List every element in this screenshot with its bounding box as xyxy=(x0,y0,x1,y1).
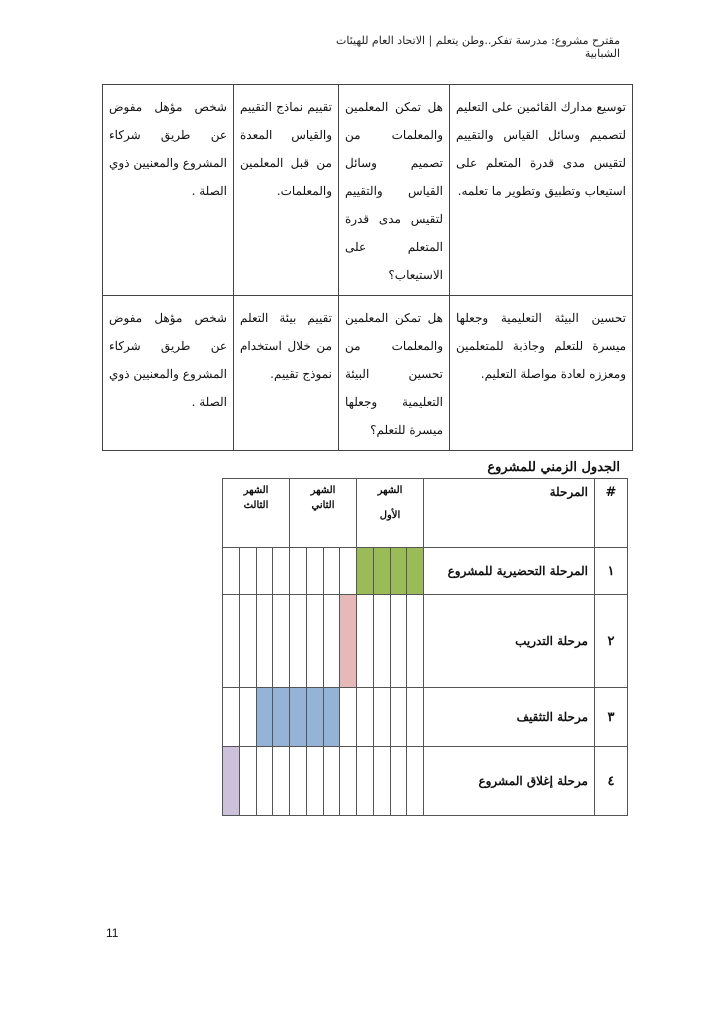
week-cell xyxy=(390,595,407,688)
week-cell xyxy=(357,688,374,747)
month-label: الشهر xyxy=(377,485,403,496)
week-cell xyxy=(357,595,374,688)
evaluation-table xyxy=(102,84,633,451)
month-label: الثاني xyxy=(311,500,335,511)
month-label: الشهر xyxy=(310,485,336,496)
tool-cell: تقييم بيئة التعلم من خلال استخدام نموذج تقييم. xyxy=(234,296,339,451)
week-cell xyxy=(256,548,273,595)
week-cell xyxy=(323,595,340,688)
row-number: ١ xyxy=(595,548,628,595)
week-cell xyxy=(223,688,240,747)
week-cell xyxy=(357,747,374,816)
who-cell: شخص مؤهل مفوض عن طريق شركاء المشروع والمعنيين ذوي الصلة . xyxy=(103,296,234,451)
page-number: 11 xyxy=(106,926,119,940)
phase-name: مرحلة التثقيف xyxy=(424,688,595,747)
week-cell xyxy=(273,548,290,595)
phase-header: المرحلة xyxy=(424,479,595,548)
month-3-header xyxy=(223,479,290,548)
question-cell: هل تمكن المعلمين والمعلمات من تصميم وسائل القياس والتقييم لتقيس مدى قدرة المتعلم على الاستيعاب؟ xyxy=(339,85,450,296)
timeline-row xyxy=(223,688,628,747)
week-cell xyxy=(373,688,390,747)
week-cell-active xyxy=(373,548,390,595)
week-cell xyxy=(323,548,340,595)
month-label: الثالث xyxy=(243,500,269,511)
week-cell-active xyxy=(306,688,323,747)
week-cell xyxy=(407,595,424,688)
goal-cell: تحسين البيئة التعليمية وجعلها ميسرة للتعلم وجاذبة للمتعلمين ومعززه لعادة مواصلة التعليم. xyxy=(450,296,633,451)
month-label: الشهر xyxy=(243,485,269,496)
week-cell-active xyxy=(256,688,273,747)
week-cell xyxy=(290,747,307,816)
phase-name: مرحلة إغلاق المشروع xyxy=(424,747,595,816)
row-number: ٤ xyxy=(595,747,628,816)
table-row xyxy=(103,85,633,296)
row-number: ٢ xyxy=(595,595,628,688)
week-cell-active xyxy=(390,548,407,595)
week-cell xyxy=(290,548,307,595)
table-row xyxy=(103,296,633,451)
week-cell xyxy=(373,747,390,816)
row-number: ٣ xyxy=(595,688,628,747)
num-header: # xyxy=(595,479,628,548)
timeline-header-row xyxy=(223,479,628,548)
timeline-row xyxy=(223,595,628,688)
month-2-header xyxy=(290,479,357,548)
week-cell xyxy=(239,595,256,688)
month-1-header xyxy=(357,479,424,548)
who-cell: شخص مؤهل مفوض عن طريق شركاء المشروع والمعنيين ذوي الصلة . xyxy=(103,85,234,296)
week-cell xyxy=(323,747,340,816)
week-cell xyxy=(273,595,290,688)
month-label: الأول xyxy=(379,510,401,521)
week-cell xyxy=(306,548,323,595)
tool-cell: تقييم نماذج التقييم والقياس المعدة من قبل المعلمين والمعلمات. xyxy=(234,85,339,296)
timeline-title: الجدول الزمني للمشروع xyxy=(487,460,620,475)
week-cell-active xyxy=(340,595,357,688)
timeline-row xyxy=(223,548,628,595)
week-cell-active xyxy=(273,688,290,747)
week-cell xyxy=(290,595,307,688)
page-header: مقترح مشروع: مدرسة تفكر..وطن يتعلم | الاتحاد العام للهيئات الشبابية xyxy=(336,34,620,60)
week-cell xyxy=(407,747,424,816)
week-cell-active xyxy=(357,548,374,595)
week-cell xyxy=(390,688,407,747)
phase-name: مرحلة التدريب xyxy=(424,595,595,688)
week-cell xyxy=(256,595,273,688)
week-cell-active xyxy=(323,688,340,747)
week-cell-active xyxy=(407,548,424,595)
week-cell xyxy=(239,747,256,816)
week-cell xyxy=(373,595,390,688)
week-cell xyxy=(273,747,290,816)
week-cell xyxy=(340,548,357,595)
week-cell xyxy=(306,595,323,688)
timeline-table xyxy=(222,478,628,816)
week-cell xyxy=(390,747,407,816)
week-cell xyxy=(256,747,273,816)
timeline-row xyxy=(223,747,628,816)
week-cell xyxy=(223,595,240,688)
week-cell xyxy=(340,688,357,747)
week-cell xyxy=(239,688,256,747)
week-cell xyxy=(340,747,357,816)
week-cell-active xyxy=(223,747,240,816)
week-cell-active xyxy=(290,688,307,747)
week-cell xyxy=(239,548,256,595)
week-cell xyxy=(223,548,240,595)
week-cell xyxy=(407,688,424,747)
question-cell: هل تمكن المعلمين والمعلمات من تحسين البيئة التعليمية وجعلها ميسرة للتعلم؟ xyxy=(339,296,450,451)
goal-cell: توسيع مدارك القائمين على التعليم لتصميم وسائل القياس والتقييم لتقيس مدى قدرة المتعلم على استيعاب وتطبيق وتطوير ما تعلمه. xyxy=(450,85,633,296)
phase-name: المرحلة التحضيرية للمشروع xyxy=(424,548,595,595)
week-cell xyxy=(306,747,323,816)
